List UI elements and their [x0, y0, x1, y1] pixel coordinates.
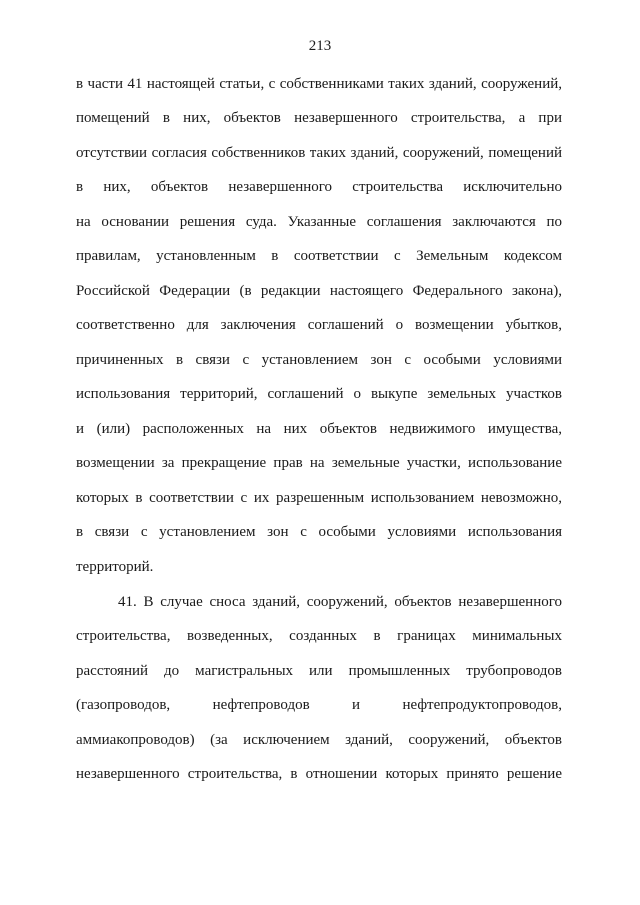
text-line: строительства, возведенных, созданных в границах минимальных — [76, 628, 562, 644]
text-line: в них, объектов незавершенного строительства исключительно — [76, 179, 562, 195]
text-line: и (или) расположенных на них объектов недвижимого имущества, — [76, 421, 562, 437]
text-line: отсутствии согласия собственников таких зданий, сооружений, помещений — [76, 145, 562, 161]
text-line: причиненных в связи с установлением зон с особыми условиями — [76, 352, 562, 368]
text-line: которых в соответствии с их разрешенным использованием невозможно, — [76, 490, 562, 506]
text-line: правилам, установленным в соответствии с Земельным кодексом — [76, 248, 562, 264]
text-line: на основании решения суда. Указанные соглашения заключаются по — [76, 214, 562, 230]
text-line: помещений в них, объектов незавершенного строительства, а при — [76, 110, 562, 126]
text-line: в части 41 настоящей статьи, с собственниками таких зданий, сооружений, — [76, 76, 562, 92]
text-line: (газопроводов, нефтепроводов и нефтепродуктопроводов, — [76, 697, 562, 713]
text-line: территорий. — [76, 559, 154, 575]
text-line: расстояний до магистральных или промышленных трубопроводов — [76, 663, 562, 679]
text-line: незавершенного строительства, в отношении которых принято решение — [76, 766, 562, 782]
text-line: Российской Федерации (в редакции настоящего Федерального закона), — [76, 283, 562, 299]
paragraph-start-line: 41. В случае сноса зданий, сооружений, объектов незавершенного — [118, 594, 562, 610]
text-line: использования территорий, соглашений о выкупе земельных участков — [76, 386, 562, 402]
page-number: 213 — [308, 38, 332, 54]
text-line: возмещении за прекращение прав на земельные участки, использование — [76, 455, 562, 471]
text-line: в связи с установлением зон с особыми условиями использования — [76, 524, 562, 540]
text-line: аммиакопроводов) (за исключением зданий, сооружений, объектов — [76, 732, 562, 748]
text-line: соответственно для заключения соглашений о возмещении убытков, — [76, 317, 562, 333]
